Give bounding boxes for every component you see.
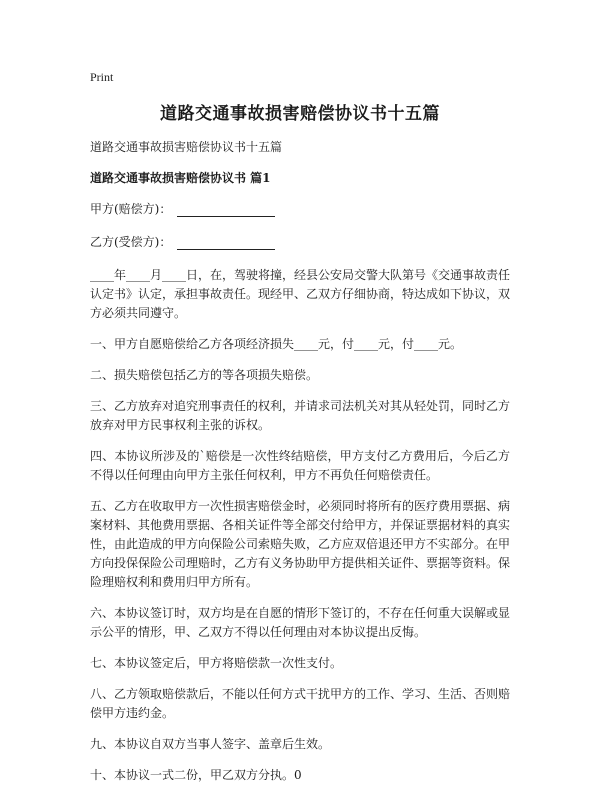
paragraph-clause-10: 十、本协议一式二份，甲乙双方分执。0 xyxy=(90,768,302,782)
party-b-line xyxy=(90,233,510,250)
paragraph-clause-3: 三、乙方放弃对追究刑事责任的权利，并请求司法机关对其从轻处罚，同时乙方放弃对甲方民事权利主张的诉权。 xyxy=(90,399,511,432)
party-a-line xyxy=(90,200,510,217)
print-link[interactable]: Print xyxy=(90,70,114,84)
paragraph-clause-7: 七、本协议签定后，甲方将赔偿款一次性支付。 xyxy=(90,656,343,670)
paragraph-clause-9: 九、本协议自双方当事人签字、盖章后生效。 xyxy=(90,737,331,751)
paragraph-clause-2: 二、损失赔偿包括乙方的等各项损失赔偿。 xyxy=(90,368,319,382)
party-b-label: 乙方(受偿方)： xyxy=(90,235,172,249)
paragraph-clause-8: 八、乙方领取赔偿款后，不能以任何方式干扰甲方的工作、学习、生活、否则赔偿甲方违约金。 xyxy=(90,687,511,720)
paragraph-clause-6: 六、本协议签订时，双方均是在自愿的情形下签订的，不存在任何重大误解或显示公平的情形，甲、乙双方不得以任何理由对本协议提出反悔。 xyxy=(90,606,511,639)
document-title: 道路交通事故损害赔偿协议书十五篇 xyxy=(160,104,440,124)
paragraph-clause-4: 四、本协议所涉及的`赔偿是一次性终结赔偿，甲方支付乙方费用后，今后乙方不得以任何理由向甲方主张任何权利，甲方不再负任何赔偿责任。 xyxy=(90,449,510,482)
party-a-label: 甲方(赔偿方)： xyxy=(90,202,172,216)
party-a-blank xyxy=(177,204,275,217)
document-subtitle: 道路交通事故损害赔偿协议书十五篇 xyxy=(90,140,283,154)
paragraph-clause-5: 五、乙方在收取甲方一次性损害赔偿金时，必须同时将所有的医疗费用票据、病案材料、其他费用票据、各相关证件等全部交付给甲方，并保证票据材料的真实性，由此造成的甲方向保险公司索赔失败，乙方应双倍退还甲方不实部分。在甲方向投保保险公司理赔时，乙方有义务协助甲方提供相关证件、票据等资料。保险理赔权利和费用归甲方所有。 xyxy=(90,499,511,589)
paragraph-intro: ____年____月____日，在，驾驶将撞，经县公安局交警大队第号《交通事故责任认定书》认定，承担事故责任。现经甲、乙双方仔细协商，特达成如下协议，双方必须共同遵守。 xyxy=(90,268,511,320)
section-title: 道路交通事故损害赔偿协议书 篇1 xyxy=(90,171,271,185)
party-b-blank xyxy=(177,237,275,250)
paragraph-clause-1: 一、甲方自愿赔偿给乙方各项经济损失____元，付____元，付____元。 xyxy=(90,337,463,351)
